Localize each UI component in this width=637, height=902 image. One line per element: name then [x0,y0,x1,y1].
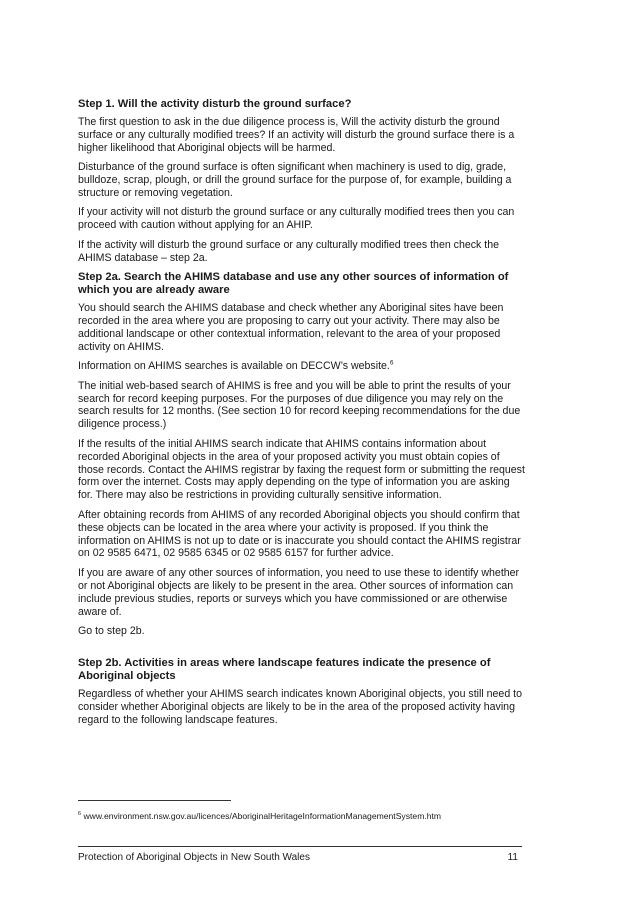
step2a-website-paragraph [78,360,525,373]
step2b-paragraph: Regardless of whether your AHIMS search indicates known Aboriginal objects, you still need to consider whether Aboriginal objects are likely to be in the area of the proposed activity having regard to the following landscape features. [78,688,522,727]
step2a-paragraph: If the results of the initial AHIMS search indicate that AHIMS contains information about recorded Aboriginal objects in the area of your proposed activity you must obtain copies of those records. Contact the AHIMS registrar by faxing the request form or submitting the request form over the internet. Costs may apply depending on the type of information you are asking for. There may also be restrictions in providing culturally sensitive information. [78,437,525,502]
page-number: 11 [507,852,518,863]
step2a-paragraph: Go to step 2b. [78,625,145,637]
footnote-link[interactable]: www.environment.nsw.gov.au/licences/AboriginalHeritageInformationManagementSystem.htm [83,811,442,821]
step2a-paragraph: If you are aware of any other sources of information, you need to use these to identify whether or not Aboriginal objects are likely to be present in the area. Other sources of information can include previous studies, reports or surveys which you have commissioned or are otherwise aware of. [78,566,520,618]
step1-paragraph: Disturbance of the ground surface is often significant when machinery is used to dig, grade, bulldoze, scrap, plough, or drill the ground surface for the purpose of, for example, building a structure or removing vegetation. [78,161,512,200]
step2a-paragraph: After obtaining records from AHIMS of any recorded Aboriginal objects you should confirm that these objects can be located in the area where your activity is proposed. If you think the information on AHIMS is not up to date or is inaccurate you should contact the AHIMS registrar on 02 9585 6471, 02 9585 6345 or 02 9585 6157 for further advice. [78,508,521,560]
footnote-number: 6 [78,811,82,818]
step1-paragraph: If your activity will not disturb the ground surface or any culturally modified trees then you can proceed with caution without applying for an AHIP. [78,206,515,232]
footnote-divider [78,800,231,801]
step2a-paragraph: You should search the AHIMS database and check whether any Aboriginal sites have been recorded in the area where you are proposing to carry out your activity. There may also be additional landscape or other contextual information, relevant to the area of your proposed activity on AHIMS. [78,302,504,353]
page-body [78,98,525,734]
step1-paragraph: The first question to ask in the due diligence process is, Will the activity disturb the ground surface or any culturally modified trees? If an activity will disturb the ground surface there is a higher likelihood that Aboriginal objects will be harmed. [78,116,515,154]
footnote [78,811,441,821]
step1-paragraph: If the activity will disturb the ground surface or any culturally modified trees then check the AHIMS database – step 2a. [78,238,500,264]
step2a-paragraph: The initial web-based search of AHIMS is free and you will be able to print the results of your search for record keeping purposes. For the purposes of due diligence you may rely on the search results for 12 months. (See section 10 for record keeping recommendations for the due diligence process.) [78,379,521,431]
footer-title: Protection of Aboriginal Objects in New South Wales [78,852,310,863]
page-footer [78,852,518,863]
step2b-heading: Step 2b. Activities in areas where landscape features indicate the presence of Aboriginal objects [78,657,491,683]
step2a-heading: Step 2a. Search the AHIMS database and use any other sources of information of which you are already aware [78,271,509,297]
footer-divider [78,846,522,847]
step2a-website-text: Information on AHIMS searches is available on DECCW’s website. [78,360,390,373]
footnote-ref[interactable]: 6 [389,359,394,367]
step1-heading: Step 1. Will the activity disturb the ground surface? [78,98,352,110]
